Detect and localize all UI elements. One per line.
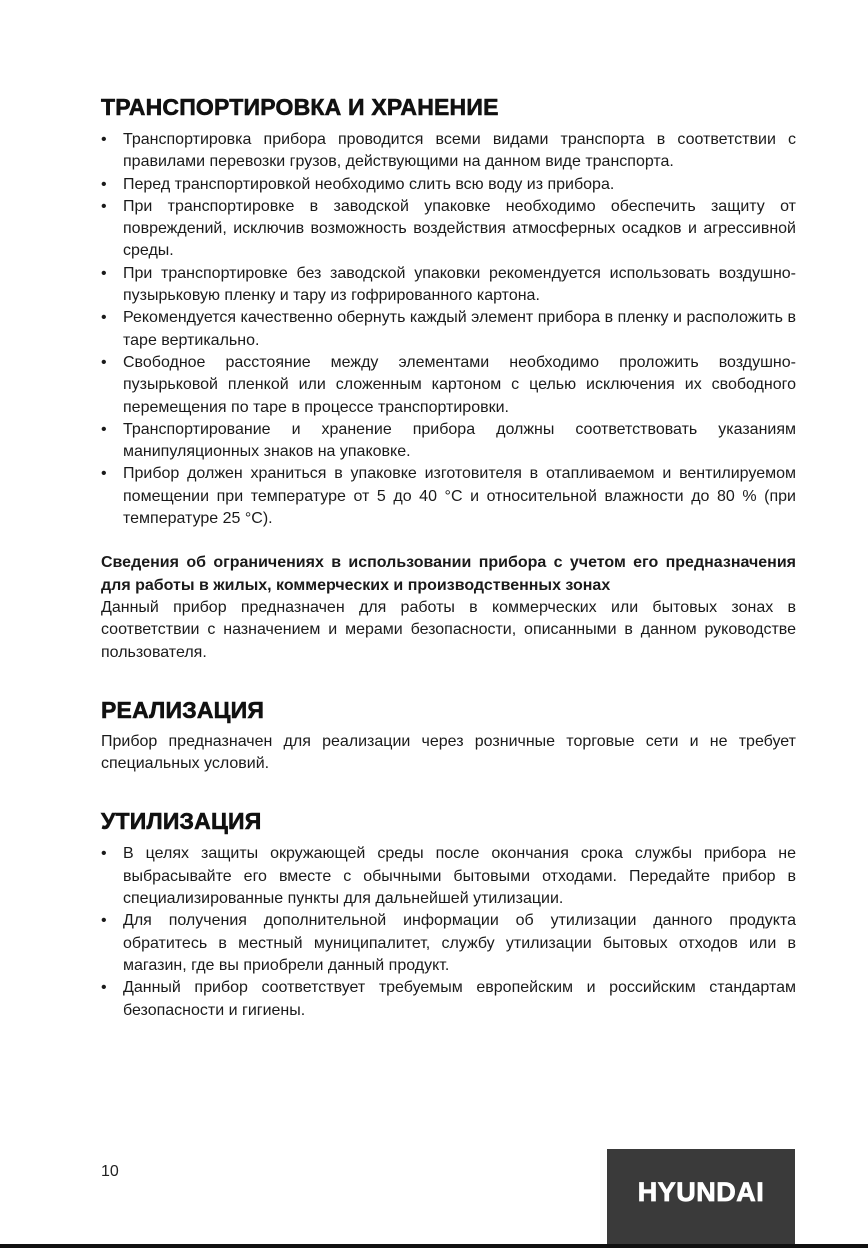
transport-list [101,129,796,530]
list-item: • При транспортировке без заводской упаковки рекомендуется использовать воздушно-пузырьковую пленку и тару из гофрированного картона. [101,263,796,308]
list-item: • В целях защиты окружающей среды после окончания срока службы прибора не выбрасывайте его вместе с обычными бытовыми отходами. Передайте прибор в специализированные пункты для дальнейшей утилизации. [101,843,796,910]
restrictions-heading: Сведения об ограничениях в использовании прибора с учетом его предназначения для работы в жилых, коммерческих и производственных зонах [101,554,796,594]
brand-logo [607,1149,795,1248]
list-item: • Перед транспортировкой необходимо слить всю воду из прибора. [101,174,796,196]
list-item: • Данный прибор соответствует требуемым европейским и российским стандартам безопасности и гигиены. [101,977,796,1022]
bottom-rule [0,1244,868,1248]
disposal-list [101,843,796,1021]
list-item: • Прибор должен храниться в упаковке изготовителя в отапливаемом и вентилируемом помещении при температуре от 5 до 40 °C и относительной влажности до 80 % (при температуре 25 °C). [101,463,796,530]
list-item: • Свободное расстояние между элементами необходимо проложить воздушно-пузырьковой пленкой или сложенным картоном с целью исключения их свободного перемещения по таре в процессе транспортировки. [101,352,796,419]
list-item: • При транспортировке в заводской упаковке необходимо обеспечить защиту от повреждений, исключив возможность воздействия атмосферных осадков и агрессивной среды. [101,196,796,263]
restrictions-text: Данный прибор предназначен для работы в коммерческих или бытовых зонах в соответствии с назначением и мерами безопасности, описанными в данном руководстве пользователя. [101,598,796,661]
list-item: • Транспортировка прибора проводится всеми видами транспорта в соответствии с правилами перевозки грузов, действующими на данном виде транспорта. [101,129,796,174]
sales-section [101,697,796,776]
page-number: 10 [101,1163,119,1180]
sales-text: Прибор предназначен для реализации через розничные торговые сети и не требует специальных условий. [101,732,796,773]
sales-heading: РЕАЛИЗАЦИЯ [101,696,265,723]
transport-section [101,94,796,530]
disposal-section [101,808,796,1021]
list-item: • Для получения дополнительной информации об утилизации данного продукта обратитесь в местный муниципалитет, службу утилизации бытовых отходов или в магазин, где вы приобрели данный продукт. [101,910,796,977]
list-item: • Транспортирование и хранение прибора должны соответствовать указаниям манипуляционных знаков на упаковке. [101,419,796,464]
disposal-heading: УТИЛИЗАЦИЯ [101,808,262,835]
transport-heading: ТРАНСПОРТИРОВКА И ХРАНЕНИЕ [101,94,499,120]
brand-logo-text: HYUNDAI [637,1177,765,1207]
restrictions-section [101,552,796,663]
page-content [101,94,796,1022]
list-item: • Рекомендуется качественно обернуть каждый элемент прибора в пленку и расположить в таре вертикально. [101,307,796,352]
